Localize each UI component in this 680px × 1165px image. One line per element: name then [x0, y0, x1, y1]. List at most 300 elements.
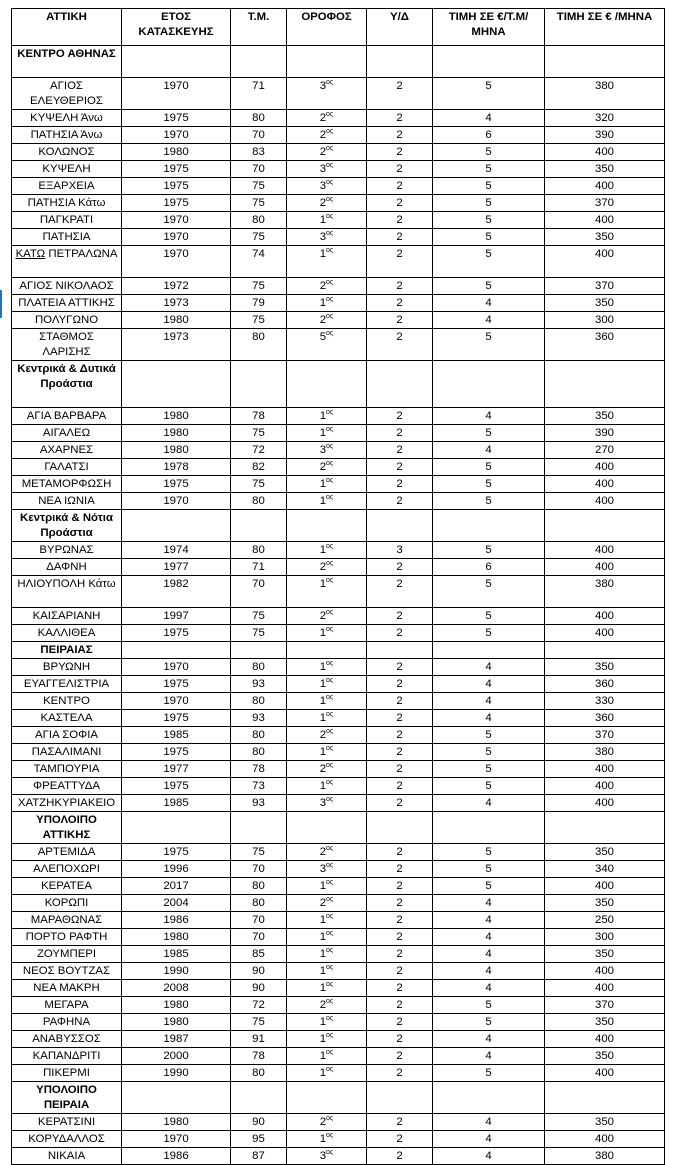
floor-ordinal: ος [326, 796, 334, 803]
floor-cell [287, 861, 367, 878]
table-row [12, 895, 665, 912]
price-per-sqm-cell: 5 [433, 625, 545, 642]
year-cell: 1975 [122, 625, 231, 642]
sqm-cell: 95 [231, 1131, 287, 1148]
floor-cell [287, 895, 367, 912]
year-cell: 1978 [122, 459, 231, 476]
floor-number: 1 [319, 1016, 327, 1028]
price-month-cell: 400 [545, 559, 665, 576]
empty-cell [122, 812, 231, 844]
floor-number: 1 [319, 478, 327, 490]
floor-number: 1 [319, 880, 327, 892]
empty-cell [231, 46, 287, 78]
sqm-cell: 75 [231, 608, 287, 625]
bedrooms-cell: 2 [367, 576, 433, 608]
price-month-cell: 350 [545, 895, 665, 912]
floor-ordinal: ος [326, 779, 334, 786]
floor-number: 3 [319, 1150, 327, 1162]
floor-cell [287, 710, 367, 727]
floor-ordinal: ος [326, 660, 334, 667]
bedrooms-cell: 2 [367, 895, 433, 912]
empty-cell [231, 812, 287, 844]
area-cell: ΚΟΡΩΠΙ [12, 895, 122, 912]
year-cell: 1980 [122, 408, 231, 425]
year-cell: 1985 [122, 795, 231, 812]
area-cell: ΝΙΚΑΙΑ [12, 1148, 122, 1165]
year-cell: 1982 [122, 576, 231, 608]
area-cell: ΒΡΥΩΝΗ [12, 659, 122, 676]
year-cell: 1975 [122, 778, 231, 795]
area-cell: ΝΕΑ ΙΩΝΙΑ [12, 493, 122, 510]
area-cell: ΑΙΓΑΛΕΩ [12, 425, 122, 442]
price-per-sqm-cell: 4 [433, 110, 545, 127]
bedrooms-cell: 2 [367, 625, 433, 642]
price-per-sqm-cell: 5 [433, 608, 545, 625]
bedrooms-cell: 2 [367, 710, 433, 727]
floor-ordinal: ος [326, 477, 334, 484]
area-cell: ΚΥΨΕΛΗ Άνω [12, 110, 122, 127]
area-cell: ΑΓΙΑ ΒΑΡΒΑΡΑ [12, 408, 122, 425]
sqm-cell: 75 [231, 844, 287, 861]
table-row [12, 778, 665, 795]
price-month-cell: 360 [545, 710, 665, 727]
floor-ordinal: ος [326, 1015, 334, 1022]
floor-ordinal: ος [326, 1049, 334, 1056]
floor-number: 1 [319, 248, 327, 260]
sqm-cell: 70 [231, 912, 287, 929]
bedrooms-cell: 2 [367, 1065, 433, 1082]
bedrooms-cell: 2 [367, 861, 433, 878]
table-row [12, 997, 665, 1014]
year-cell: 1990 [122, 1065, 231, 1082]
area-cell: ΖΟΥΜΠΕΡΙ [12, 946, 122, 963]
floor-number: 1 [319, 410, 327, 422]
price-per-sqm-cell: 6 [433, 559, 545, 576]
year-cell: 1980 [122, 1014, 231, 1031]
empty-cell [122, 510, 231, 542]
year-cell: 1973 [122, 329, 231, 361]
bedrooms-cell: 2 [367, 278, 433, 295]
price-month-cell: 400 [545, 878, 665, 895]
empty-cell [545, 642, 665, 659]
section-row [12, 812, 665, 844]
table-row [12, 844, 665, 861]
floor-cell [287, 1048, 367, 1065]
bedrooms-cell: 2 [367, 161, 433, 178]
price-month-cell: 350 [545, 1114, 665, 1131]
empty-cell [367, 642, 433, 659]
year-cell: 2008 [122, 980, 231, 997]
price-month-cell: 400 [545, 212, 665, 229]
floor-ordinal: ος [326, 247, 334, 254]
sqm-cell: 80 [231, 895, 287, 912]
empty-cell [287, 642, 367, 659]
sqm-cell: 80 [231, 110, 287, 127]
price-month-cell: 400 [545, 246, 665, 278]
floor-ordinal: ος [326, 494, 334, 501]
floor-number: 2 [319, 561, 327, 573]
sqm-cell: 90 [231, 1114, 287, 1131]
floor-ordinal: ος [326, 1032, 334, 1039]
document-page [11, 8, 665, 1165]
year-cell: 1980 [122, 997, 231, 1014]
floor-cell [287, 576, 367, 608]
floor-number: 3 [319, 180, 327, 192]
year-cell: 1975 [122, 161, 231, 178]
sqm-cell: 83 [231, 144, 287, 161]
bedrooms-cell: 2 [367, 476, 433, 493]
floor-ordinal: ος [326, 913, 334, 920]
empty-cell [122, 361, 231, 408]
price-per-sqm-cell: 4 [433, 676, 545, 693]
table-row [12, 963, 665, 980]
floor-ordinal: ος [326, 1132, 334, 1139]
price-per-sqm-cell: 4 [433, 312, 545, 329]
area-text: ΚΑΤΩ ΠΕΤΡΑΛΩΝΑ [15, 248, 118, 260]
bedrooms-cell: 2 [367, 1114, 433, 1131]
area-cell: ΜΑΡΑΘΩΝΑΣ [12, 912, 122, 929]
empty-cell [433, 46, 545, 78]
bedrooms-cell: 2 [367, 295, 433, 312]
price-per-sqm-cell: 5 [433, 229, 545, 246]
bedrooms-cell: 2 [367, 608, 433, 625]
table-row [12, 727, 665, 744]
floor-ordinal: ος [326, 862, 334, 869]
area-cell: ΑΡΤΕΜΙΔΑ [12, 844, 122, 861]
empty-cell [367, 812, 433, 844]
price-per-sqm-cell: 5 [433, 542, 545, 559]
header-cell: ΤΙΜΗ ΣΕ €/Τ.Μ/ΜΗΝΑ [433, 9, 545, 46]
bedrooms-cell: 2 [367, 212, 433, 229]
floor-number: 1 [319, 965, 327, 977]
floor-number: 1 [319, 914, 327, 926]
floor-cell [287, 608, 367, 625]
sqm-cell: 71 [231, 78, 287, 110]
table-row [12, 625, 665, 642]
year-cell: 1970 [122, 229, 231, 246]
table-row [12, 212, 665, 229]
bedrooms-cell: 2 [367, 1048, 433, 1065]
floor-cell [287, 476, 367, 493]
price-month-cell: 400 [545, 476, 665, 493]
bedrooms-cell: 2 [367, 1148, 433, 1165]
year-cell: 1996 [122, 861, 231, 878]
empty-cell [287, 510, 367, 542]
floor-cell [287, 980, 367, 997]
floor-ordinal: ος [326, 947, 334, 954]
floor-ordinal: ος [326, 162, 334, 169]
year-cell: 2000 [122, 1048, 231, 1065]
price-per-sqm-cell: 4 [433, 659, 545, 676]
sqm-cell: 80 [231, 212, 287, 229]
year-cell: 2017 [122, 878, 231, 895]
empty-cell [287, 46, 367, 78]
price-per-sqm-cell: 5 [433, 778, 545, 795]
area-cell: ΜΕΤΑΜΟΡΦΩΣΗ [12, 476, 122, 493]
area-cell: ΠΑΤΗΣΙΑ [12, 229, 122, 246]
table-row [12, 246, 665, 278]
sqm-cell: 80 [231, 693, 287, 710]
price-per-sqm-cell: 5 [433, 278, 545, 295]
sqm-cell: 90 [231, 963, 287, 980]
floor-ordinal: ος [326, 1149, 334, 1156]
sqm-cell: 71 [231, 559, 287, 576]
floor-cell [287, 442, 367, 459]
floor-number: 2 [319, 314, 327, 326]
floor-ordinal: ος [326, 426, 334, 433]
price-per-sqm-cell: 4 [433, 895, 545, 912]
price-month-cell: 400 [545, 980, 665, 997]
year-cell: 1980 [122, 312, 231, 329]
price-per-sqm-cell: 4 [433, 980, 545, 997]
bedrooms-cell: 2 [367, 946, 433, 963]
price-per-sqm-cell: 4 [433, 1131, 545, 1148]
section-row [12, 510, 665, 542]
year-cell: 1977 [122, 559, 231, 576]
year-cell: 1970 [122, 78, 231, 110]
table-row [12, 1065, 665, 1082]
table-row [12, 127, 665, 144]
floor-number: 1 [319, 948, 327, 960]
sqm-cell: 80 [231, 542, 287, 559]
empty-cell [433, 510, 545, 542]
header-cell: Υ/Δ [367, 9, 433, 46]
empty-cell [433, 642, 545, 659]
year-cell: 1970 [122, 212, 231, 229]
price-per-sqm-cell: 5 [433, 861, 545, 878]
floor-number: 1 [319, 495, 327, 507]
header-row [12, 9, 665, 46]
floor-ordinal: ος [326, 145, 334, 152]
price-month-cell: 400 [545, 1131, 665, 1148]
sqm-cell: 87 [231, 1148, 287, 1165]
sqm-cell: 93 [231, 676, 287, 693]
table-row [12, 542, 665, 559]
floor-cell [287, 1148, 367, 1165]
empty-cell [545, 1082, 665, 1114]
floor-ordinal: ος [326, 543, 334, 550]
bedrooms-cell: 2 [367, 727, 433, 744]
floor-number: 2 [319, 897, 327, 909]
floor-number: 2 [319, 197, 327, 209]
price-month-cell: 400 [545, 625, 665, 642]
year-cell: 1970 [122, 1131, 231, 1148]
price-month-cell: 350 [545, 229, 665, 246]
price-month-cell: 350 [545, 659, 665, 676]
price-month-cell: 250 [545, 912, 665, 929]
area-cell: ΚΥΨΕΛΗ [12, 161, 122, 178]
sqm-cell: 75 [231, 625, 287, 642]
bedrooms-cell: 2 [367, 493, 433, 510]
table-row [12, 744, 665, 761]
area-cell: ΦΡΕΑΤΤΥΔΑ [12, 778, 122, 795]
price-month-cell: 350 [545, 1014, 665, 1031]
empty-cell [433, 1082, 545, 1114]
area-cell: ΗΛΙΟΥΠΟΛΗ Κάτω [12, 576, 122, 608]
price-per-sqm-cell: 4 [433, 710, 545, 727]
empty-cell [287, 812, 367, 844]
year-cell: 1970 [122, 127, 231, 144]
floor-cell [287, 963, 367, 980]
area-cell: ΝΕΟΣ ΒΟΥΤΖΑΣ [12, 963, 122, 980]
sqm-cell: 93 [231, 710, 287, 727]
price-month-cell: 400 [545, 1065, 665, 1082]
year-cell: 1970 [122, 659, 231, 676]
price-month-cell: 380 [545, 576, 665, 608]
section-title: ΥΠΟΛΟΙΠΟ ΑΤΤΙΚΗΣ [12, 812, 122, 844]
sqm-cell: 75 [231, 229, 287, 246]
floor-number: 2 [319, 146, 327, 158]
bedrooms-cell: 3 [367, 542, 433, 559]
area-cell: ΠΑΤΗΣΙΑ Άνω [12, 127, 122, 144]
year-cell: 1973 [122, 295, 231, 312]
sqm-cell: 78 [231, 408, 287, 425]
price-month-cell: 360 [545, 676, 665, 693]
year-cell: 1980 [122, 1114, 231, 1131]
area-cell [12, 246, 122, 278]
floor-ordinal: ος [326, 443, 334, 450]
sqm-cell: 80 [231, 878, 287, 895]
bedrooms-cell: 2 [367, 78, 433, 110]
year-cell: 1974 [122, 542, 231, 559]
floor-ordinal: ος [326, 694, 334, 701]
bedrooms-cell: 2 [367, 912, 433, 929]
floor-cell [287, 1031, 367, 1048]
floor-cell [287, 278, 367, 295]
floor-number: 2 [319, 999, 327, 1011]
price-month-cell: 380 [545, 78, 665, 110]
price-month-cell: 390 [545, 425, 665, 442]
area-cell: ΕΥΑΓΓΕΛΙΣΤΡΙΑ [12, 676, 122, 693]
empty-cell [545, 46, 665, 78]
bedrooms-cell: 2 [367, 659, 433, 676]
sqm-cell: 75 [231, 476, 287, 493]
table-body [12, 46, 665, 1165]
bedrooms-cell: 2 [367, 693, 433, 710]
bedrooms-cell: 2 [367, 312, 433, 329]
price-month-cell: 350 [545, 295, 665, 312]
area-cell: ΑΝΑΒΥΣΣΟΣ [12, 1031, 122, 1048]
floor-number: 2 [319, 729, 327, 741]
floor-number: 1 [319, 746, 327, 758]
price-month-cell: 350 [545, 408, 665, 425]
sqm-cell: 78 [231, 761, 287, 778]
price-month-cell: 400 [545, 542, 665, 559]
sqm-cell: 75 [231, 1014, 287, 1031]
bedrooms-cell: 2 [367, 963, 433, 980]
area-cell: ΠΛΑΤΕΙΑ ΑΤΤΙΚΗΣ [12, 295, 122, 312]
floor-ordinal: ος [326, 1066, 334, 1073]
left-edge-accent [0, 290, 2, 318]
year-cell: 1986 [122, 1148, 231, 1165]
floor-number: 2 [319, 610, 327, 622]
floor-ordinal: ος [326, 762, 334, 769]
sqm-cell: 72 [231, 997, 287, 1014]
table-row [12, 425, 665, 442]
price-per-sqm-cell: 4 [433, 1048, 545, 1065]
table-row [12, 229, 665, 246]
empty-cell [433, 812, 545, 844]
year-cell: 1975 [122, 844, 231, 861]
floor-number: 1 [319, 931, 327, 943]
price-per-sqm-cell: 5 [433, 459, 545, 476]
section-title: ΠΕΙΡΑΙΑΣ [12, 642, 122, 659]
floor-number: 3 [319, 80, 327, 92]
price-per-sqm-cell: 4 [433, 1114, 545, 1131]
price-month-cell: 400 [545, 608, 665, 625]
year-cell: 1985 [122, 727, 231, 744]
floor-cell [287, 78, 367, 110]
floor-number: 1 [319, 578, 327, 590]
area-cell: ΚΟΡΥΔΑΛΛΟΣ [12, 1131, 122, 1148]
price-month-cell: 370 [545, 997, 665, 1014]
year-cell: 1990 [122, 963, 231, 980]
price-per-sqm-cell: 5 [433, 1014, 545, 1031]
floor-ordinal: ος [326, 879, 334, 886]
area-cell: ΠΑΤΗΣΙΑ Κάτω [12, 195, 122, 212]
section-row [12, 642, 665, 659]
table-row [12, 493, 665, 510]
table-row [12, 912, 665, 929]
price-per-sqm-cell: 5 [433, 78, 545, 110]
floor-ordinal: ος [326, 711, 334, 718]
year-cell: 1987 [122, 1031, 231, 1048]
table-row [12, 1131, 665, 1148]
section-title: Κεντρικά & Νότια Προάστια [12, 510, 122, 542]
floor-number: 3 [319, 797, 327, 809]
empty-cell [545, 361, 665, 408]
floor-ordinal: ος [326, 745, 334, 752]
price-per-sqm-cell: 5 [433, 246, 545, 278]
floor-number: 1 [319, 661, 327, 673]
table-row [12, 576, 665, 608]
sqm-cell: 70 [231, 929, 287, 946]
floor-cell [287, 795, 367, 812]
floor-cell [287, 229, 367, 246]
header-cell: ΤΙΜΗ ΣΕ € /ΜΗΝΑ [545, 9, 665, 46]
sqm-cell: 80 [231, 744, 287, 761]
bedrooms-cell: 2 [367, 878, 433, 895]
bedrooms-cell: 2 [367, 844, 433, 861]
year-cell: 1986 [122, 912, 231, 929]
price-per-sqm-cell: 4 [433, 795, 545, 812]
floor-ordinal: ος [326, 128, 334, 135]
price-per-sqm-cell: 4 [433, 963, 545, 980]
table-row [12, 1148, 665, 1165]
empty-cell [367, 1082, 433, 1114]
floor-cell [287, 1014, 367, 1031]
floor-cell [287, 161, 367, 178]
table-row [12, 1031, 665, 1048]
price-month-cell: 400 [545, 493, 665, 510]
price-per-sqm-cell: 4 [433, 295, 545, 312]
bedrooms-cell: 2 [367, 442, 433, 459]
area-cell: ΓΑΛΑΤΣΙ [12, 459, 122, 476]
sqm-cell: 79 [231, 295, 287, 312]
bedrooms-cell: 2 [367, 795, 433, 812]
price-per-sqm-cell: 5 [433, 476, 545, 493]
floor-number: 3 [319, 444, 327, 456]
empty-cell [287, 1082, 367, 1114]
table-row [12, 1014, 665, 1031]
table-row [12, 659, 665, 676]
table-row [12, 980, 665, 997]
header-cell: ΕΤΟΣ ΚΑΤΑΣΚΕΥΗΣ [122, 9, 231, 46]
floor-cell [287, 1065, 367, 1082]
table-row [12, 929, 665, 946]
floor-ordinal: ος [326, 728, 334, 735]
price-month-cell: 400 [545, 963, 665, 980]
